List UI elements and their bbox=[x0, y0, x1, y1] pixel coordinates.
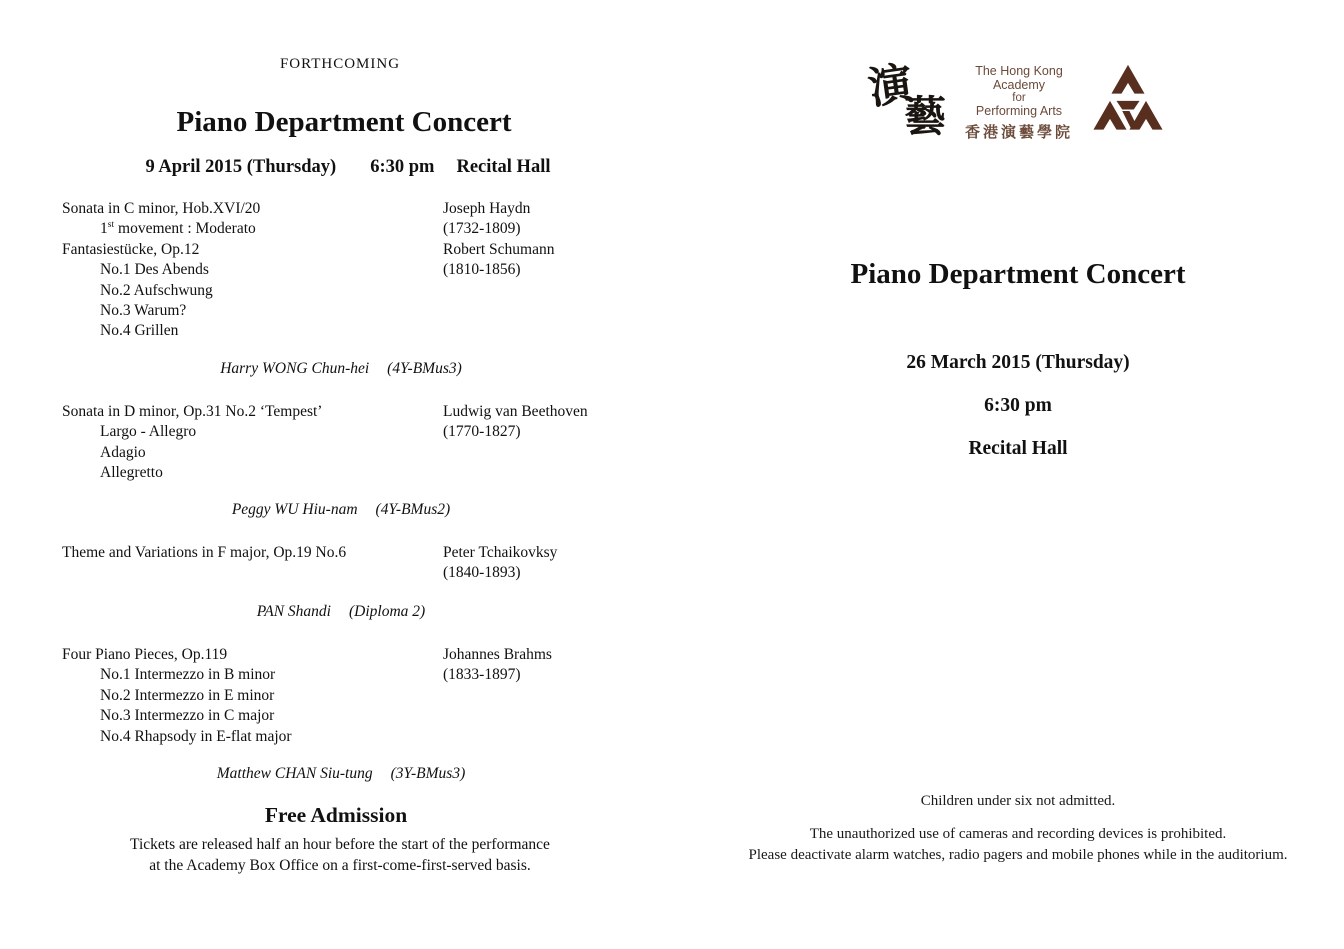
hkapa-triangle-mark-icon bbox=[1092, 64, 1164, 132]
composer-name: Johannes Brahms bbox=[443, 646, 552, 663]
work-title: Theme and Variations in F major, Op.19 No.6 bbox=[62, 544, 347, 561]
wordmark-line2: for bbox=[1012, 92, 1026, 104]
notice-cameras: The unauthorized use of cameras and recording devices is prohibited. bbox=[809, 826, 1227, 842]
work-title: Fantasiestücke, Op.12 bbox=[62, 240, 200, 258]
program-group-2 bbox=[62, 402, 662, 484]
performer-class: (4Y-BMus2) bbox=[375, 501, 451, 518]
wordmark-line1: The Hong Kong Academy bbox=[975, 64, 1063, 92]
composer-dates: (1770-1827) bbox=[443, 423, 521, 441]
notice-devices: Please deactivate alarm watches, radio pagers and mobile phones while in the auditorium. bbox=[748, 847, 1288, 863]
performer-class: (Diploma 2) bbox=[349, 603, 426, 620]
composer-name: Peter Tchaikovksy bbox=[443, 544, 558, 561]
movement-title: No.2 Aufschwung bbox=[100, 281, 213, 299]
wordmark-line3: Performing Arts bbox=[975, 104, 1063, 118]
program-row bbox=[62, 665, 662, 685]
work-title: Sonata in C minor, Hob.XVI/20 bbox=[62, 200, 261, 217]
movement-title: Allegretto bbox=[100, 464, 163, 482]
program-row bbox=[62, 563, 662, 583]
program-row bbox=[62, 443, 662, 463]
program-row bbox=[62, 422, 662, 442]
calligraphy-char-1: 演 bbox=[865, 58, 916, 115]
performer-name: Harry WONG Chun-hei bbox=[220, 360, 370, 377]
program-group-3 bbox=[62, 543, 662, 584]
program-row bbox=[62, 706, 662, 726]
tickets-note-line1: Tickets are released half an hour before the start of the performance bbox=[130, 836, 550, 853]
left-concert-date: 9 April 2015 (Thursday) bbox=[145, 157, 337, 177]
composer-dates: (1810-1856) bbox=[443, 261, 521, 279]
left-concert-time: 6:30 pm bbox=[370, 157, 435, 177]
notice-children: Children under six not admitted. bbox=[920, 793, 1116, 809]
performer-line bbox=[0, 501, 682, 519]
work-title: Sonata in D minor, Op.31 No.2 ‘Tempest’ bbox=[62, 403, 323, 420]
movement-title: No.4 Rhapsody in E-flat major bbox=[100, 727, 292, 745]
movement-title: Largo - Allegro bbox=[100, 423, 197, 441]
hkapa-calligraphy-icon bbox=[866, 52, 954, 140]
composer-dates: (1732-1809) bbox=[443, 220, 521, 238]
program-row bbox=[62, 645, 662, 665]
tickets-note-line2: at the Academy Box Office on a first-come-first-served basis. bbox=[149, 857, 531, 874]
left-page-title: Piano Department Concert bbox=[176, 106, 512, 138]
movement-title: No.1 Intermezzo in B minor bbox=[100, 666, 276, 684]
program-row bbox=[62, 260, 662, 280]
program-row bbox=[62, 727, 662, 747]
right-page-title: Piano Department Concert bbox=[850, 258, 1186, 290]
performer-line bbox=[0, 765, 682, 783]
program-row bbox=[62, 301, 662, 321]
composer-name: Joseph Haydn bbox=[443, 200, 531, 217]
ordinal-superscript: st bbox=[107, 219, 115, 231]
right-concert-venue: Recital Hall bbox=[968, 438, 1068, 459]
left-concert-venue: Recital Hall bbox=[456, 157, 551, 177]
composer-dates: (1840-1893) bbox=[443, 564, 521, 582]
program-group-4 bbox=[62, 645, 662, 747]
program-row bbox=[62, 281, 662, 301]
performer-name: PAN Shandi bbox=[256, 603, 331, 620]
movement-title: No.3 Warum? bbox=[100, 302, 187, 320]
performer-class: (4Y-BMus3) bbox=[387, 360, 462, 377]
program-row bbox=[62, 463, 662, 483]
composer-name: Robert Schumann bbox=[443, 240, 555, 258]
movement-title: No.1 Des Abends bbox=[100, 261, 209, 279]
calligraphy-char-2: 藝 bbox=[904, 92, 947, 141]
program-row bbox=[62, 321, 662, 341]
performer-class: (3Y-BMus3) bbox=[390, 765, 466, 782]
performer-line bbox=[0, 360, 682, 378]
performer-line bbox=[0, 603, 682, 621]
program-row bbox=[62, 543, 662, 563]
program-group-1 bbox=[62, 199, 662, 342]
composer-name: Ludwig van Beethoven bbox=[443, 403, 588, 420]
work-title: Four Piano Pieces, Op.119 bbox=[62, 646, 228, 663]
page-right bbox=[682, 0, 1344, 949]
movement-title: No.2 Intermezzo in E minor bbox=[100, 686, 275, 704]
hkapa-wordmark bbox=[954, 64, 1084, 142]
right-concert-time: 6:30 pm bbox=[984, 395, 1052, 416]
movement-title: No.3 Intermezzo in C major bbox=[100, 707, 275, 725]
free-admission-heading: Free Admission bbox=[264, 803, 408, 827]
program-row bbox=[62, 402, 662, 422]
wordmark-chinese: 香港演藝學院 bbox=[964, 124, 1073, 141]
hkapa-logo bbox=[866, 52, 1164, 142]
program-row bbox=[62, 240, 662, 260]
program-row bbox=[62, 219, 662, 239]
performer-name: Peggy WU Hiu-nam bbox=[231, 501, 358, 518]
movement-title: Adagio bbox=[100, 443, 146, 461]
left-date-line bbox=[0, 157, 696, 178]
movement-title: No.4 Grillen bbox=[100, 322, 179, 340]
right-concert-date: 26 March 2015 (Thursday) bbox=[906, 352, 1130, 373]
forthcoming-kicker: FORTHCOMING bbox=[279, 56, 401, 72]
program-row bbox=[62, 199, 662, 219]
composer-dates: (1833-1897) bbox=[443, 666, 521, 684]
program-row bbox=[62, 686, 662, 706]
performer-name: Matthew CHAN Siu-tung bbox=[216, 765, 373, 782]
movement-title: 1st movement : Moderato bbox=[100, 219, 256, 238]
